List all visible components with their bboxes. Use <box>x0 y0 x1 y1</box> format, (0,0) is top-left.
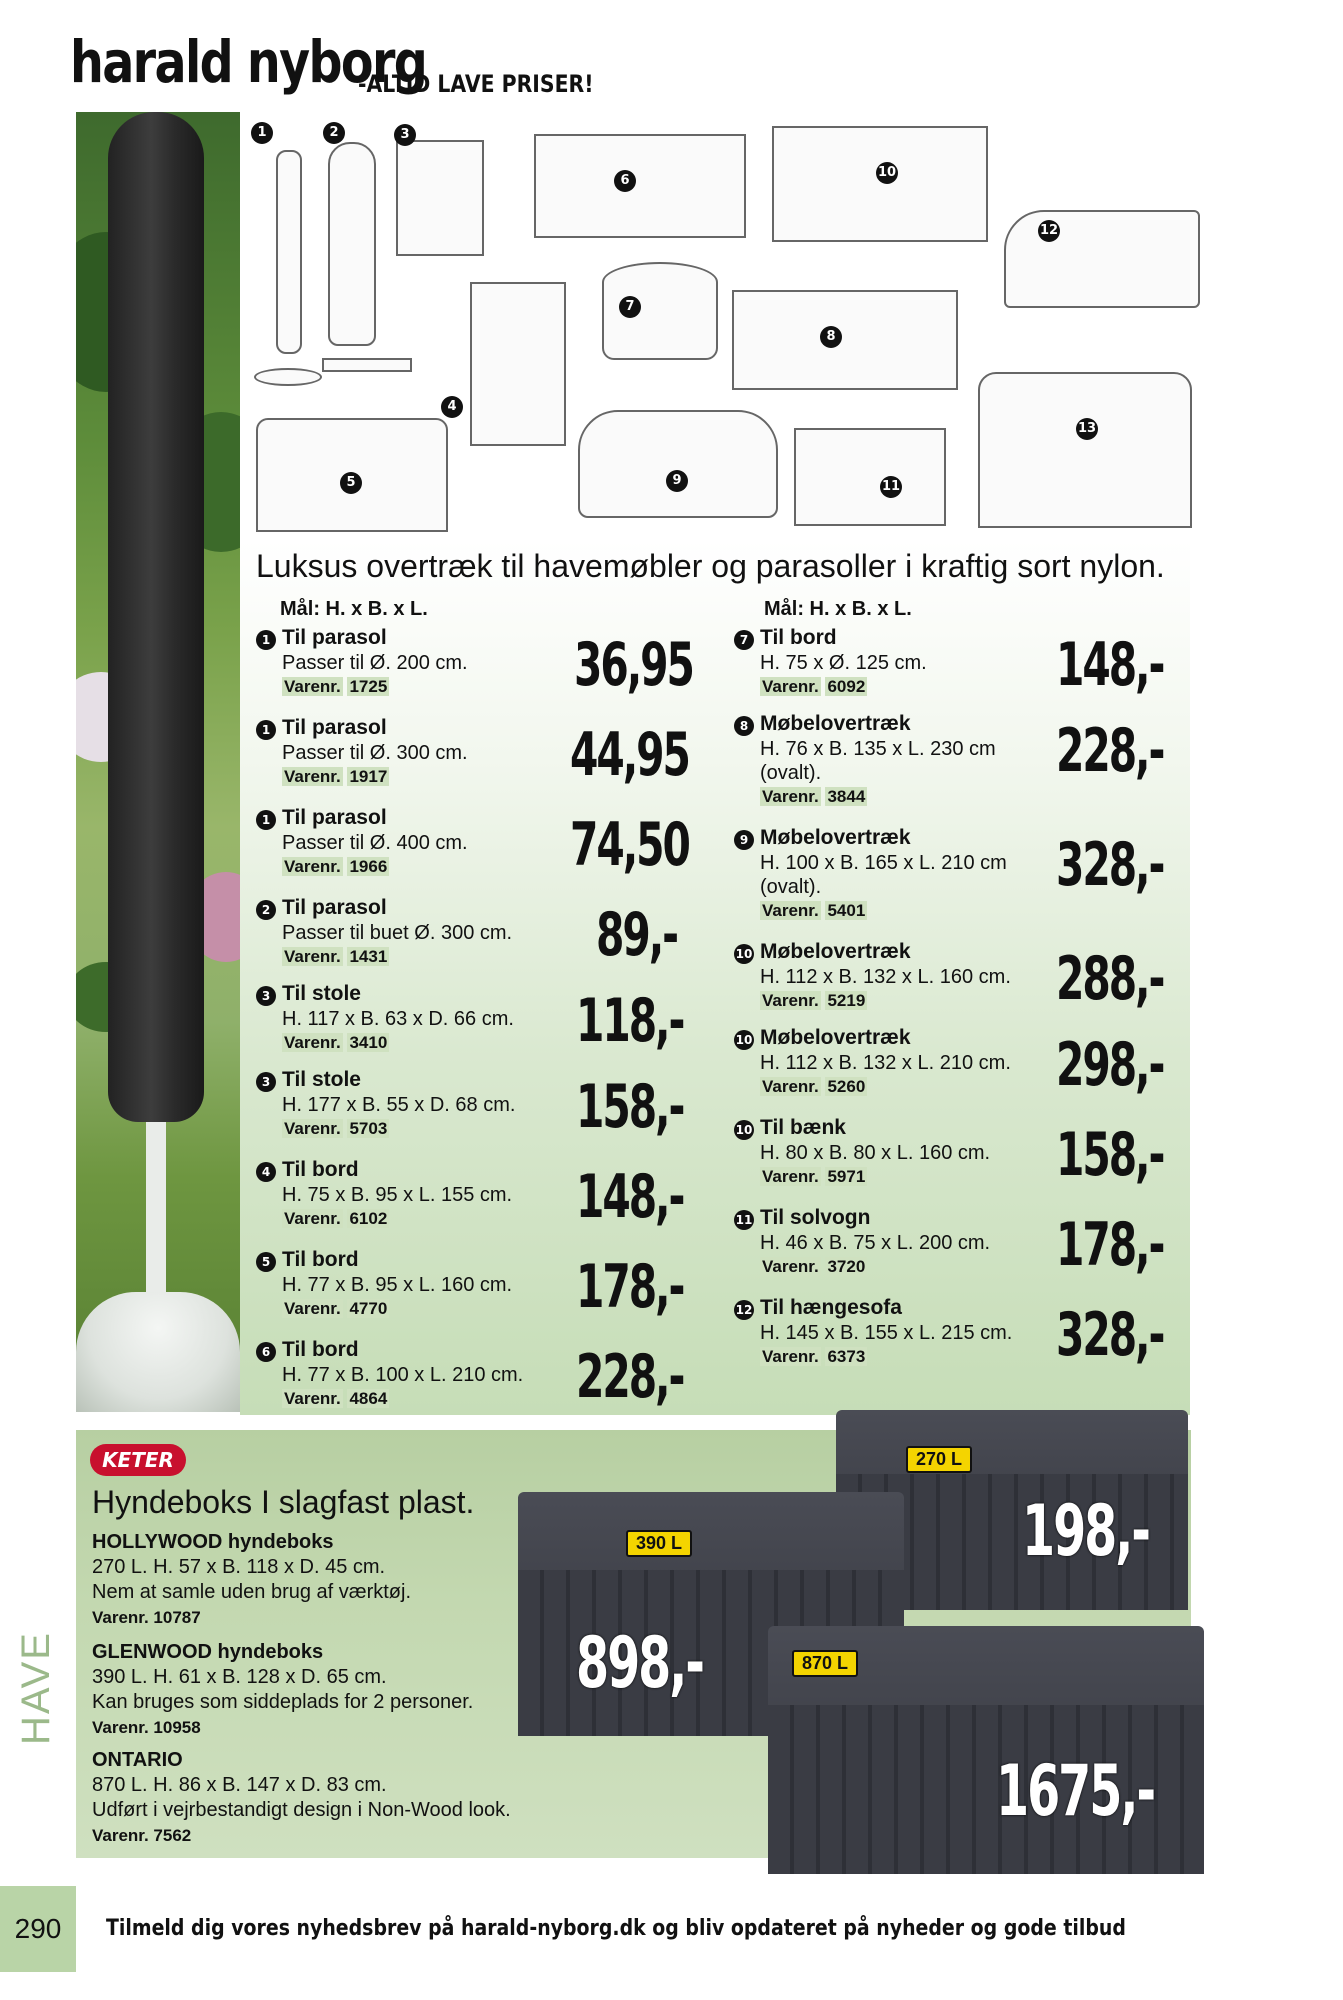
item-number-badge: 6 <box>256 1342 276 1362</box>
item-description: H. 75 x B. 95 x L. 155 cm. Varenr. 6102 <box>282 1183 582 1231</box>
tagline: -ALTID LAVE PRISER! <box>358 70 594 98</box>
item-varenr: Varenr. 1917 <box>284 767 388 786</box>
item-number-badge: 11 <box>734 1210 754 1230</box>
item-price: 118,- <box>576 986 684 1056</box>
item-price: 298,- <box>1056 1030 1164 1100</box>
drawing-number-2: 2 <box>323 122 345 144</box>
item-price: 328,- <box>1056 1300 1164 1370</box>
drawing-number-6: 6 <box>614 170 636 192</box>
item-name: Til bord <box>282 1338 359 1361</box>
drawing-oval-furniture-cover <box>578 410 778 518</box>
item-description: Passer til Ø. 400 cm. Varenr. 1966 <box>282 831 582 879</box>
capacity-tag: 270 L <box>906 1446 972 1473</box>
item-varenr: Varenr. 1966 <box>284 857 388 876</box>
drawing-number-10: 10 <box>876 162 898 184</box>
keter-product-line: 270 L. H. 57 x B. 118 x D. 45 cm. <box>92 1556 386 1578</box>
keter-product-name: HOLLYWOOD hyndeboks <box>92 1531 334 1553</box>
drawing-curved-parasol <box>328 142 376 346</box>
item-varenr: Varenr. 1725 <box>284 677 388 696</box>
item-description: Passer til buet Ø. 300 cm. Varenr. 1431 <box>282 921 582 969</box>
drawing-swing-sofa-cover <box>978 372 1192 528</box>
keter-product-varenr: Varenr. 7562 <box>92 1826 192 1845</box>
parasol-cover-photo <box>76 112 240 1412</box>
newsletter-footer: Tilmeld dig vores nyhedsbrev på harald-nyborg.dk og bliv opdateret på nyheder og gode tilbud <box>106 1916 1126 1941</box>
item-number-badge: 9 <box>734 830 754 850</box>
item-description: H. 77 x B. 100 x L. 210 cm. Varenr. 4864 <box>282 1363 582 1411</box>
drawing-number-11: 11 <box>880 476 902 498</box>
item-number-badge: 7 <box>734 630 754 650</box>
parasol-base <box>76 1292 240 1412</box>
item-number-badge: 4 <box>256 1162 276 1182</box>
item-number-badge: 1 <box>256 720 276 740</box>
item-varenr: Varenr. 4864 <box>284 1389 388 1408</box>
dimensions-label-left: Mål: H. x B. x L. <box>280 598 428 620</box>
item-description: H. 80 x B. 80 x L. 160 cm. Varenr. 5971 <box>760 1141 1060 1189</box>
keter-product-name: ONTARIO <box>92 1749 183 1771</box>
drawing-bench-box-cover <box>794 428 946 526</box>
item-varenr: Varenr. 1431 <box>284 947 388 966</box>
item-price: 328,- <box>1056 830 1164 900</box>
item-name: Møbelovertræk <box>760 1026 911 1049</box>
box-price: 198,- <box>1022 1490 1150 1572</box>
page-number: 290 <box>0 1886 76 1972</box>
item-number-badge: 5 <box>256 1252 276 1272</box>
item-name: Til stole <box>282 982 361 1005</box>
item-description: H. 145 x B. 155 x L. 215 cm. Varenr. 6373 <box>760 1321 1060 1369</box>
item-description: H. 112 x B. 132 x L. 210 cm. Varenr. 5260 <box>760 1051 1060 1099</box>
item-price: 74,50 <box>570 810 689 880</box>
keter-product-ontario <box>92 1748 612 1848</box>
item-number-badge: 2 <box>256 900 276 920</box>
item-number-badge: 12 <box>734 1300 754 1320</box>
item-price: 178,- <box>1056 1210 1164 1280</box>
item-varenr: Varenr. 3844 <box>762 787 866 806</box>
drawing-sunlounger-cover <box>1004 210 1200 308</box>
keter-title: Hyndeboks I slagfast plast. <box>92 1484 475 1520</box>
keter-product-varenr: Varenr. 10958 <box>92 1718 201 1737</box>
item-varenr: Varenr. 6373 <box>762 1347 866 1366</box>
item-varenr: Varenr. 5703 <box>284 1119 388 1138</box>
drawing-curved-parasol-base <box>322 358 412 372</box>
drawing-number-7: 7 <box>619 296 641 318</box>
drawing-parasol <box>276 150 302 354</box>
section-subtitle: Luksus overtræk til havemøbler og parasoller i kraftig sort nylon. <box>256 548 1165 584</box>
item-name: Til hængesofa <box>760 1296 902 1319</box>
parasol-cover <box>108 112 204 1122</box>
item-price: 158,- <box>576 1072 684 1142</box>
item-number-badge: 8 <box>734 716 754 736</box>
dimensions-label-right: Mål: H. x B. x L. <box>764 598 912 620</box>
item-price: 148,- <box>576 1162 684 1232</box>
drawing-number-4: 4 <box>441 396 463 418</box>
item-name: Til parasol <box>282 716 387 739</box>
item-description: H. 46 x B. 75 x L. 200 cm. Varenr. 3720 <box>760 1231 1060 1279</box>
drawing-number-1: 1 <box>251 122 273 144</box>
item-price: 158,- <box>1056 1120 1164 1190</box>
item-name: Til bord <box>282 1158 359 1181</box>
item-number-badge: 3 <box>256 986 276 1006</box>
keter-product-line: Kan bruges som siddeplads for 2 personer. <box>92 1691 474 1713</box>
drawing-table-cover <box>534 134 746 238</box>
drawing-number-12: 12 <box>1038 220 1060 242</box>
item-number-badge: 1 <box>256 810 276 830</box>
item-name: Til bord <box>282 1248 359 1271</box>
item-number-badge: 3 <box>256 1072 276 1092</box>
item-name: Møbelovertræk <box>760 826 911 849</box>
item-price: 228,- <box>1056 716 1164 786</box>
drawing-stacked-chairs <box>470 282 566 446</box>
keter-product-name: GLENWOOD hyndeboks <box>92 1641 324 1663</box>
item-name: Til solvogn <box>760 1206 871 1229</box>
item-name: Møbelovertræk <box>760 940 911 963</box>
item-description: Passer til Ø. 300 cm. Varenr. 1917 <box>282 741 582 789</box>
drawing-number-13: 13 <box>1076 418 1098 440</box>
item-description: H. 117 x B. 63 x D. 66 cm. Varenr. 3410 <box>282 1007 582 1055</box>
keter-product-glenwood <box>92 1640 572 1740</box>
item-varenr: Varenr. 6092 <box>762 677 866 696</box>
item-description: H. 112 x B. 132 x L. 160 cm. Varenr. 5219 <box>760 965 1060 1013</box>
keter-product-line: Nem at samle uden brug af værktøj. <box>92 1581 412 1603</box>
item-description: H. 177 x B. 55 x D. 68 cm. Varenr. 5703 <box>282 1093 582 1141</box>
item-number-badge: 1 <box>256 630 276 650</box>
item-name: Til parasol <box>282 806 387 829</box>
item-description: Passer til Ø. 200 cm. Varenr. 1725 <box>282 651 582 699</box>
item-number-badge: 10 <box>734 1030 754 1050</box>
keter-product-varenr: Varenr. 10787 <box>92 1608 201 1627</box>
keter-product-line: Udført i vejrbestandigt design i Non-Wood look. <box>92 1799 511 1821</box>
box-price: 898,- <box>576 1622 704 1704</box>
item-varenr: Varenr. 5401 <box>762 901 866 920</box>
item-description: H. 75 x Ø. 125 cm. Varenr. 6092 <box>760 651 1060 699</box>
item-name: Til stole <box>282 1068 361 1091</box>
item-varenr: Varenr. 6102 <box>284 1209 388 1228</box>
item-varenr: Varenr. 3720 <box>762 1257 866 1276</box>
keter-product-line: 870 L. H. 86 x B. 147 x D. 83 cm. <box>92 1774 387 1796</box>
parasol-pole <box>146 1122 166 1302</box>
item-name: Til bænk <box>760 1116 846 1139</box>
drawing-number-3: 3 <box>394 124 416 146</box>
item-varenr: Varenr. 3410 <box>284 1033 388 1052</box>
drawing-parasol-base <box>254 368 322 386</box>
item-price: 89,- <box>596 900 678 970</box>
drawing-furniture-set-cover <box>772 126 988 242</box>
item-varenr: Varenr. 5971 <box>762 1167 866 1186</box>
drawing-number-5: 5 <box>340 472 362 494</box>
drawing-chair-cover <box>396 140 484 256</box>
item-name: Til bord <box>760 626 837 649</box>
item-price: 178,- <box>576 1252 684 1322</box>
item-varenr: Varenr. 5219 <box>762 991 866 1010</box>
item-name: Til parasol <box>282 626 387 649</box>
item-description: H. 77 x B. 95 x L. 160 cm. Varenr. 4770 <box>282 1273 582 1321</box>
item-varenr: Varenr. 5260 <box>762 1077 866 1096</box>
item-number-badge: 10 <box>734 944 754 964</box>
item-varenr: Varenr. 4770 <box>284 1299 388 1318</box>
item-description: H. 100 x B. 165 x L. 210 cm (ovalt). Varenr. 5401 <box>760 851 1045 923</box>
item-price: 288,- <box>1056 944 1164 1014</box>
item-name: Møbelovertræk <box>760 712 911 735</box>
item-price: 36,95 <box>574 630 693 700</box>
keter-logo: KETER <box>90 1444 186 1476</box>
drawing-number-9: 9 <box>666 470 688 492</box>
capacity-tag: 390 L <box>626 1530 692 1557</box>
box-price: 1675,- <box>996 1750 1155 1832</box>
item-price: 228,- <box>576 1342 684 1412</box>
drawing-long-table-cover <box>732 290 958 390</box>
item-price: 44,95 <box>570 720 689 790</box>
item-price: 148,- <box>1056 630 1164 700</box>
item-number-badge: 10 <box>734 1120 754 1140</box>
capacity-tag: 870 L <box>792 1650 858 1677</box>
item-name: Til parasol <box>282 896 387 919</box>
drawing-number-8: 8 <box>820 326 842 348</box>
keter-product-line: 390 L. H. 61 x B. 128 x D. 65 cm. <box>92 1666 387 1688</box>
item-description: H. 76 x B. 135 x L. 230 cm (ovalt). Varenr. 3844 <box>760 737 1045 809</box>
brand-logo: harald nyborg <box>70 28 427 96</box>
keter-product-hollywood <box>92 1530 532 1630</box>
section-side-label: HAVE <box>14 1631 58 1745</box>
